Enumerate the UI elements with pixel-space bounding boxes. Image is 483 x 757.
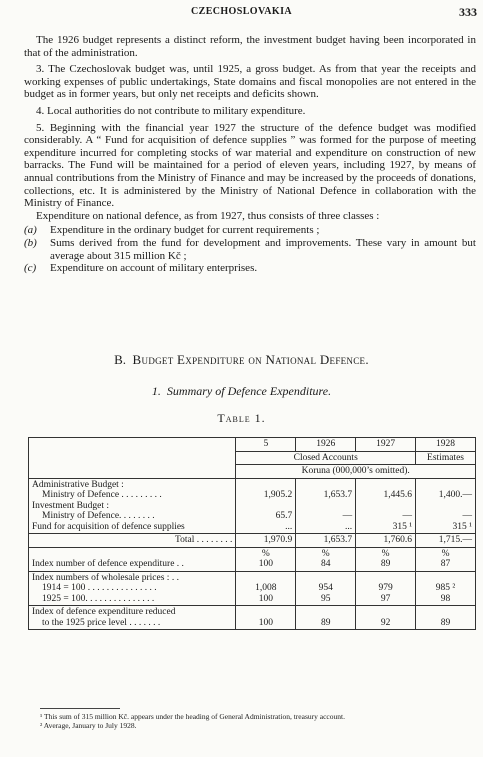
paragraph: 4. Local authorities do not contribute to military expenditure. <box>36 104 306 117</box>
list-item: (b) Sums derived from the fund for development and improvements. These vary in amount but average about 315 million Kč ; <box>24 236 476 262</box>
footnote: ¹ This sum of 315 million Kč. appears under the heading of General Administration, treasury account. <box>40 712 345 721</box>
paragraph: 5. Beginning with the financial year 1927 the structure of the defence budget was modified considerably. A “ Fund for acquisition of defence supplies ” was formed for the purpose of meeting expenditure incurred for completing stocks of war material and expenditure on construction of new barracks. The Fund will be maintained for a period of eleven years, including 1927, by means of annual contributions from the Ministry of Finance and may be increased by the proceeds of donations, collections, etc. It is administered by the Ministry of National Defence in collaboration with the Ministry of Finance. <box>24 121 476 210</box>
paragraph: The 1926 budget represents a distinct reform, the investment budget having been incorporated in that of the administration. <box>24 34 476 59</box>
table-row: Total . . . . . . . . 1,970.9 1,653.7 1,760.6 1,715.— <box>29 534 476 548</box>
page-header <box>0 6 483 20</box>
closed-accounts-header: Closed Accounts <box>236 451 416 465</box>
unit-row <box>29 465 476 479</box>
paragraph: 3. The Czechoslovak budget was, until 1925, a gross budget. As from that year the receipts and working expenses of public undertakings, State domains and fiscal monopolies are not entered in the budget as in former years, but only net receipts and deficits shown. <box>24 63 476 101</box>
footnote: ² Average, January to July 1928. <box>40 721 137 730</box>
table-header-row: 5 1926 1927 1928 <box>29 438 476 452</box>
total-label: Total . . . . . . . . <box>29 534 236 548</box>
page-number: 333 <box>459 5 477 19</box>
footnotes <box>40 712 470 730</box>
body-text <box>24 34 476 275</box>
footnote-rule <box>40 708 120 709</box>
subsection-heading: 1. Summary of Defence Expenditure. <box>151 384 332 398</box>
table-title: Table 1. <box>217 411 266 425</box>
list-item: (c) Expenditure on account of military enterprises. <box>24 262 258 275</box>
defence-expenditure-table <box>28 437 476 630</box>
table-row: Index numbers of wholesale prices : . . 1914 = 100 . . . . . . . . . . . . . . . 1925 = 100. . . . . . . . . . . . . . . 1,008 100 954 95 979 97 985 ² 98 <box>29 571 476 606</box>
estimates-header: Estimates <box>416 451 476 465</box>
running-title: CZECHOSLOVAKIA <box>191 6 292 17</box>
table-row: Administrative Budget : Ministry of Defence . . . . . . . . . Investment Budget : Ministry of Defence. . . . . . . . Fund for acquisition of defence supplies 1,905.2 65.7 ... 1,653.7 — ... 1,445.6 — 315 ¹ 1,400.— — 315 ¹ <box>29 478 476 534</box>
table-row: Index number of defence expenditure . . % 100 % 84 % 89 % 87 <box>29 547 476 571</box>
list-item: (a) Expenditure in the ordinary budget for current requirements ; <box>24 224 320 237</box>
unit-label: Koruna (000,000’s omitted). <box>236 465 476 479</box>
section-heading: B. Budget Expenditure on National Defence. <box>114 352 369 367</box>
year-header: 1927 <box>356 438 416 452</box>
year-header: 1928 <box>416 438 476 452</box>
table-row: Index of defence expenditure reduced to the 1925 price level . . . . . . . 100 89 92 89 <box>29 606 476 630</box>
paragraph: Expenditure on national defence, as from 1927, thus consists of three classes : <box>36 209 380 222</box>
year-header: 1926 <box>296 438 356 452</box>
expenditure-classes-list <box>24 224 476 274</box>
